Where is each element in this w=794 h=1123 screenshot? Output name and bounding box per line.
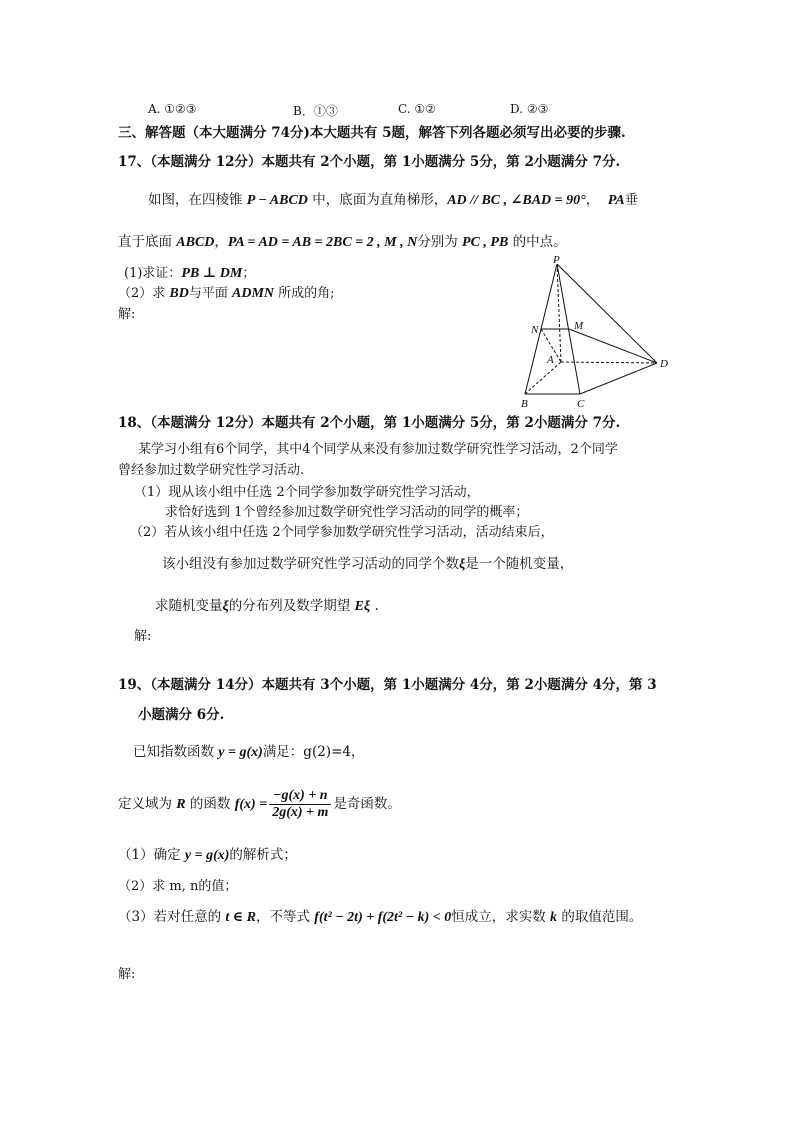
q19-text: 满足：g(2)=4， <box>262 744 365 760</box>
q19-text: 已知指数函数 <box>133 744 219 760</box>
q17-header: 17、（本题满分 12分）本题共有 2个小题，第 1小题满分 5分，第 2小题满分 7分. <box>118 154 621 170</box>
section-3-title: 三、解答题（本大题满分 74分)本大题共有 5题，解答下列各题必须写出必要的步骤. <box>118 125 626 141</box>
vertex-c-label: C <box>577 398 585 410</box>
q17-part1 <box>124 265 255 283</box>
q19-text: 是奇函数。 <box>333 796 401 812</box>
q18-text: 是一个随机变量， <box>465 556 574 572</box>
q17-math: PA <box>607 193 625 208</box>
q19-math: t ∈ R <box>225 910 256 925</box>
q18-header: 18、（本题满分 12分）本题共有 2个小题，第 1小题满分 5分，第 2小题满分 7分. <box>118 415 621 431</box>
q17-text: 的中点。 <box>508 234 567 250</box>
q17-text: (1)求证： <box>124 266 182 281</box>
vertex-b-label: B <box>521 398 528 410</box>
q18-text: 的分布列及数学期望 <box>228 598 355 614</box>
q17-text: ， <box>585 192 600 208</box>
fraction-numerator: −g(x) + n <box>269 788 331 805</box>
q19-line2 <box>118 784 401 824</box>
vertex-a-label: A <box>547 354 554 366</box>
q19-text: （1）确定 <box>118 847 185 863</box>
q19-math: f(x) = <box>234 797 268 812</box>
q17-part2 <box>118 285 335 303</box>
q17-text: 如图，在四棱锥 <box>148 192 247 208</box>
q19-math: k <box>550 910 558 925</box>
q17-text: 直于底面 <box>118 234 177 250</box>
q17-math: PA = AD = AB = 2BC = 2 , M , N <box>227 235 418 250</box>
q19-text: 恒成立，求实数 <box>451 909 551 925</box>
q19-part2: （2）求 m, n的值； <box>118 879 238 894</box>
option-b: B．①③ <box>293 104 338 118</box>
q17-text: （2）求 <box>118 286 170 301</box>
q18-part2a: （2）若从该小组中任选 2个同学参加数学研究性学习活动，活动结束后， <box>130 525 554 540</box>
q18-part1b: 求恰好选到 1个曾经参加过数学研究性学习活动的同学的概率； <box>165 505 529 520</box>
q17-math: ADMN <box>232 286 275 301</box>
q18-math: Eξ <box>354 599 371 614</box>
q19-header: 19、（本题满分 14分）本题共有 3个小题，第 1小题满分 4分，第 2小题满分 4分，第 3 <box>118 677 657 693</box>
q17-math: ABCD <box>176 235 215 250</box>
fraction <box>269 788 331 821</box>
q18-part2c <box>155 597 379 616</box>
fraction-denominator: 2g(x) + m <box>272 805 329 820</box>
vertex-d-label: D <box>660 358 668 370</box>
q17-text: 垂 <box>624 192 639 208</box>
q18-answer-label: 解: <box>134 629 152 644</box>
q17-math: P − ABCD <box>246 193 308 208</box>
q17-math: BD <box>169 286 189 301</box>
q19-text: ，不等式 <box>255 909 315 925</box>
q18-line2: 曾经参加过数学研究性学习活动. <box>118 463 305 478</box>
q19-answer-label: 解: <box>118 967 136 982</box>
q19-line1 <box>133 743 364 762</box>
option-c: C. ①② <box>398 102 436 116</box>
q18-text: 求随机变量 <box>155 598 223 614</box>
q17-math: PB ⊥ DM <box>181 266 243 281</box>
q17-answer-label: 解: <box>118 307 136 322</box>
q19-text: 的取值范围。 <box>557 909 643 925</box>
q17-text: 所成的角; <box>274 286 335 301</box>
q18-text: 该小组没有参加过数学研究性学习活动的同学个数 <box>162 556 459 572</box>
option-a: A. ①②③ <box>148 102 197 116</box>
q18-math: ξ <box>459 557 466 572</box>
q18-text: . <box>370 598 379 614</box>
q19-math: y = g(x) <box>184 848 230 863</box>
q19-part3 <box>118 908 642 927</box>
q17-text: 与平面 <box>188 286 232 301</box>
q17-math: PC , PB <box>462 235 509 250</box>
q18-part2b <box>162 555 573 574</box>
q17-line2 <box>118 233 567 252</box>
q19-text: 的函数 <box>185 796 235 812</box>
q17-text: ， <box>214 234 228 250</box>
q19-part1 <box>118 846 297 865</box>
q19-header-cont: 小题满分 6分. <box>138 707 225 723</box>
q19-text: （3）若对任意的 <box>118 909 226 925</box>
pyramid-figure <box>515 253 675 413</box>
q19-math: R <box>176 797 186 812</box>
q19-text: 的解析式； <box>229 847 297 863</box>
vertex-m-label: M <box>574 320 584 332</box>
q19-math: f(t² − 2t) + f(2t² − k) < 0 <box>314 910 452 925</box>
option-d: D. ②③ <box>510 102 549 116</box>
q18-part1a: （1）现从该小组中任选 2个同学参加数学研究性学习活动， <box>134 485 480 500</box>
q19-math: y = g(x) <box>218 745 263 760</box>
q17-math: AD // BC , ∠BAD = 90° <box>447 193 586 208</box>
q17-text: ； <box>242 266 256 281</box>
q18-line1: 某学习小组有6个同学，其中4个同学从来没有参加过数学研究性学习活动，2个同学 <box>138 442 618 457</box>
q17-text: 中，底面为直角梯形， <box>307 192 448 208</box>
q18-math: ξ <box>222 599 229 614</box>
q19-text: 定义域为 <box>118 796 177 812</box>
vertex-n-label: N <box>531 324 539 336</box>
q17-text: 分别为 <box>417 234 463 250</box>
vertex-p-label: P <box>553 254 560 266</box>
q17-line1 <box>148 191 638 210</box>
